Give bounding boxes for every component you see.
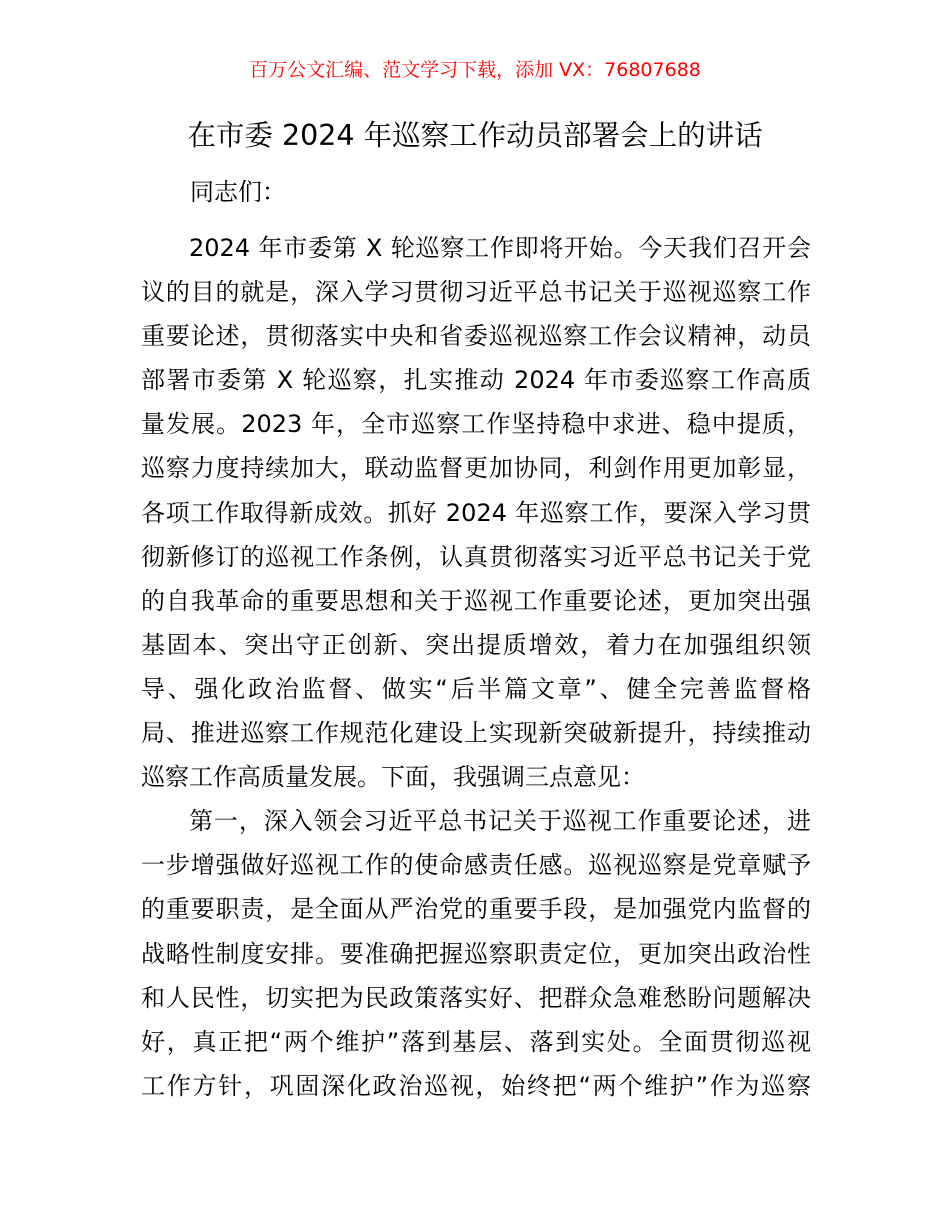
paragraph-2-line: 和人民性，切实把为民政策落实好、把群众急难愁盼问题解决 bbox=[141, 983, 811, 1012]
paragraph-1-line: 量发展。2023 年，全市巡察工作坚持稳中求进、稳中提质， bbox=[141, 410, 811, 439]
paragraph-1-line: 导、强化政治监督、做实“后半篇文章”、健全完善监督格 bbox=[141, 674, 811, 703]
paragraph-1-line: 巡察工作高质量发展。下面，我强调三点意见： bbox=[141, 763, 645, 792]
paragraph-1-line: 的自我革命的重要思想和关于巡视工作重要论述，更加突出强 bbox=[141, 586, 811, 615]
paragraph-2-line: 好，真正把“两个维护”落到基层、落到实处。全面贯彻巡视 bbox=[141, 1027, 811, 1056]
paragraph-1-line: 议的目的就是，深入学习贯彻习近平总书记关于巡视巡察工作 bbox=[141, 278, 811, 307]
paragraph-1-line: 重要论述，贯彻落实中央和省委巡视巡察工作会议精神，动员 bbox=[141, 322, 811, 351]
document-body bbox=[141, 226, 811, 1108]
paragraph-1-line: 局、推进巡察工作规范化建设上实现新突破新提升，持续推动 bbox=[141, 719, 811, 748]
header-download-note: 百万公文汇编、范文学习下载，添加 VX：76807688 bbox=[249, 59, 701, 81]
paragraph-1-line: 2024 年市委第 X 轮巡察工作即将开始。今天我们召开会 bbox=[189, 234, 811, 262]
paragraph-1-line: 彻新修订的巡视工作条例，认真贯彻落实习近平总书记关于党 bbox=[141, 542, 811, 571]
paragraph-2-line: 工作方针，巩固深化政治巡视，始终把“两个维护”作为巡察 bbox=[141, 1071, 811, 1100]
paragraph-2-line: 战略性制度安排。要准确把握巡察职责定位，更加突出政治性 bbox=[141, 939, 811, 968]
paragraph-1-line: 部署市委第 X 轮巡察，扎实推动 2024 年市委巡察工作高质 bbox=[141, 366, 811, 395]
paragraph-2-line: 一步增强做好巡视工作的使命感责任感。巡视巡察是党章赋予 bbox=[141, 851, 811, 880]
salutation: 同志们： bbox=[190, 178, 286, 206]
paragraph-2-line: 第一，深入领会习近平总书记关于巡视工作重要论述，进 bbox=[189, 807, 811, 836]
document-title: 在市委 2024 年巡察工作动员部署会上的讲话 bbox=[187, 119, 763, 152]
paragraph-1-line: 各项工作取得新成效。抓好 2024 年巡察工作，要深入学习贯 bbox=[141, 498, 811, 527]
paragraph-1-line: 基固本、突出守正创新、突出提质增效，着力在加强组织领 bbox=[141, 630, 811, 659]
paragraph-2-line: 的重要职责，是全面从严治党的重要手段，是加强党内监督的 bbox=[141, 895, 811, 924]
paragraph-1-line: 巡察力度持续加大，联动监督更加协同，利剑作用更加彰显， bbox=[141, 454, 811, 483]
